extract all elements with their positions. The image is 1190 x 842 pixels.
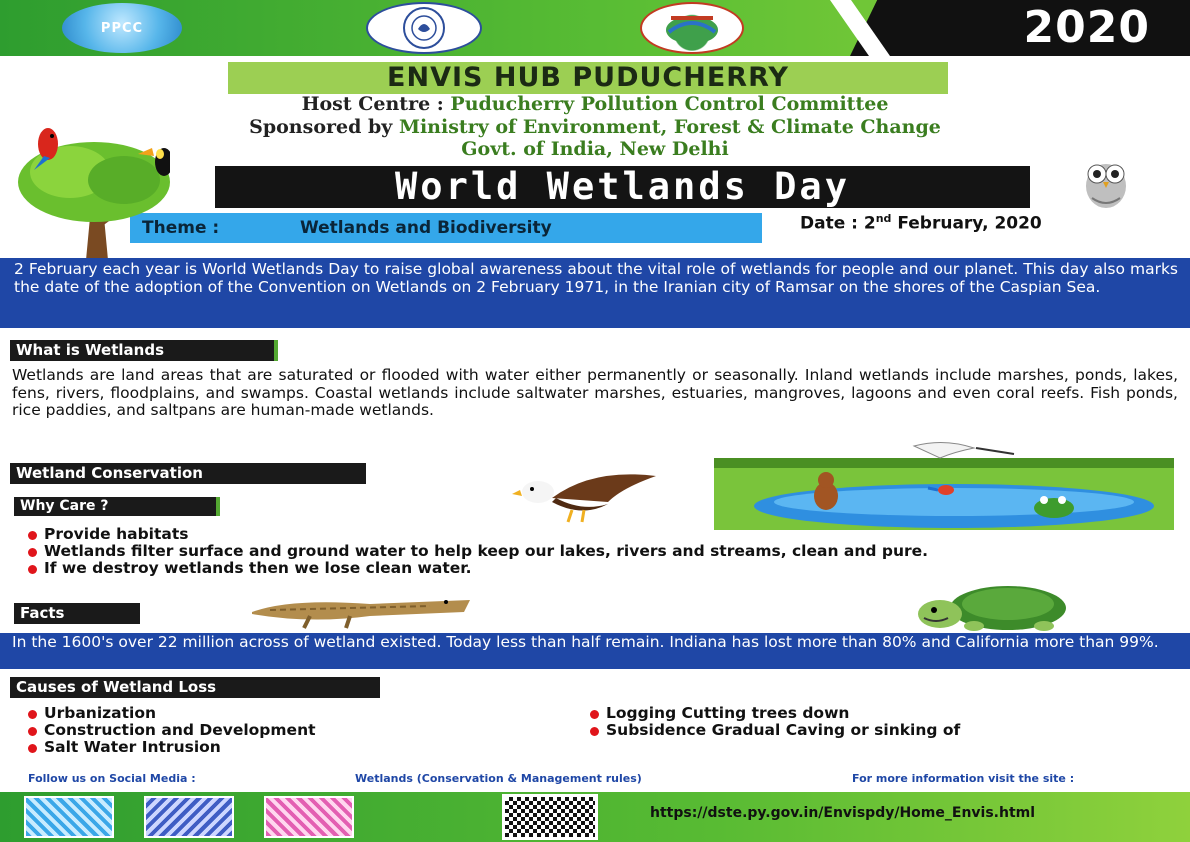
sponsor-value: Ministry of Environment, Forest & Climate Change — [398, 116, 941, 138]
section-wetland-conservation: Wetland Conservation — [10, 463, 366, 484]
qr-code-social-2[interactable] — [144, 796, 234, 838]
list-item: Logging Cutting trees down — [586, 705, 1190, 722]
causes-list-right — [586, 705, 1190, 739]
tree-illustration — [4, 124, 170, 260]
host-centre-line — [0, 93, 1190, 115]
qr-pattern — [505, 797, 595, 837]
sponsor-label: Sponsored by — [249, 116, 399, 138]
theme-banner — [130, 213, 762, 243]
what-is-wetlands-text: Wetlands are land areas that are saturated or flooded with water either permanently or seasonally. Inland wetlands include marshes, ponds, lakes, fens, rivers, floodplains, and swamps. Coastal wetlands include saltwater marshes, estuaries, mangroves, lagoons and even coral reefs. Fish ponds, rice paddies, and saltpans are human-made wetlands. — [12, 366, 1178, 419]
event-date — [800, 212, 1042, 234]
list-item: Salt Water Intrusion — [24, 739, 544, 756]
facts-text: In the 1600's over 22 million across of wetland existed. Today less than half remain. Indiana has lost more than 80% and California more than 99%. — [0, 633, 1190, 669]
section-causes-of-wetland-loss: Causes of Wetland Loss — [10, 677, 380, 698]
ppcc-logo — [62, 3, 182, 53]
intro-text: 2 February each year is World Wetlands Day to raise global awareness about the vital role of wetlands for people and our planet. This day also marks the date of the adoption of the Convention on Wetlands on 2 February 1971, in the Iranian city of Ramsar on the shores of the Caspian Sea. — [0, 258, 1190, 328]
rules-label: Wetlands (Conservation & Management rules) — [355, 772, 642, 785]
list-item: Provide habitats — [24, 526, 1114, 543]
seal-icon — [401, 5, 447, 51]
section-facts: Facts — [14, 603, 140, 624]
event-title: World Wetlands Day — [215, 166, 1030, 208]
why-care-list — [24, 526, 1114, 577]
sponsor-line — [0, 116, 1190, 138]
government-seal-logo — [366, 2, 482, 54]
year-label: 2020 — [1023, 2, 1150, 53]
ppcc-logo-text: PPCC — [100, 20, 144, 36]
host-value: Puducherry Pollution Control Committee — [450, 93, 889, 115]
date-suffix: February, 2020 — [891, 213, 1042, 234]
qr-code-social-3[interactable] — [264, 796, 354, 838]
qr-code-rules[interactable] — [502, 794, 598, 840]
section-why-care: Why Care ? — [14, 497, 220, 516]
eagle-illustration — [512, 468, 658, 524]
social-media-label: Follow us on Social Media : — [28, 772, 196, 785]
envis-logo — [640, 2, 744, 54]
host-label: Host Centre : — [301, 93, 451, 115]
causes-list-left — [24, 705, 544, 756]
theme-label: Theme : — [142, 218, 220, 238]
website-link[interactable]: https://dste.py.gov.in/Envispdy/Home_Envis.html — [650, 805, 1036, 821]
list-item: Urbanization — [24, 705, 544, 722]
list-item: Wetlands filter surface and ground water to help keep our lakes, rivers and streams, clean and pure. — [24, 543, 1114, 560]
more-info-label: For more information visit the site : — [852, 772, 1075, 785]
pond-illustration — [714, 440, 1174, 530]
hub-title: ENVIS HUB PUDUCHERRY — [228, 62, 948, 94]
turtle-illustration — [914, 574, 1080, 632]
govt-line: Govt. of India, New Delhi — [461, 138, 729, 160]
list-item: Construction and Development — [24, 722, 544, 739]
globe-icon — [657, 8, 727, 48]
list-item: If we destroy wetlands then we lose clean water. — [24, 560, 1114, 577]
heron-icon — [914, 442, 1014, 458]
theme-value: Wetlands and Biodiversity — [300, 218, 552, 238]
owl-illustration — [1078, 150, 1134, 210]
date-sup: nd — [875, 212, 892, 225]
list-item: Subsidence Gradual Caving or sinking of — [586, 722, 1190, 739]
crocodile-illustration — [250, 590, 472, 630]
qr-code-social-1[interactable] — [24, 796, 114, 838]
date-prefix: Date : 2 — [800, 213, 876, 234]
section-what-is-wetlands: What is Wetlands — [10, 340, 278, 361]
